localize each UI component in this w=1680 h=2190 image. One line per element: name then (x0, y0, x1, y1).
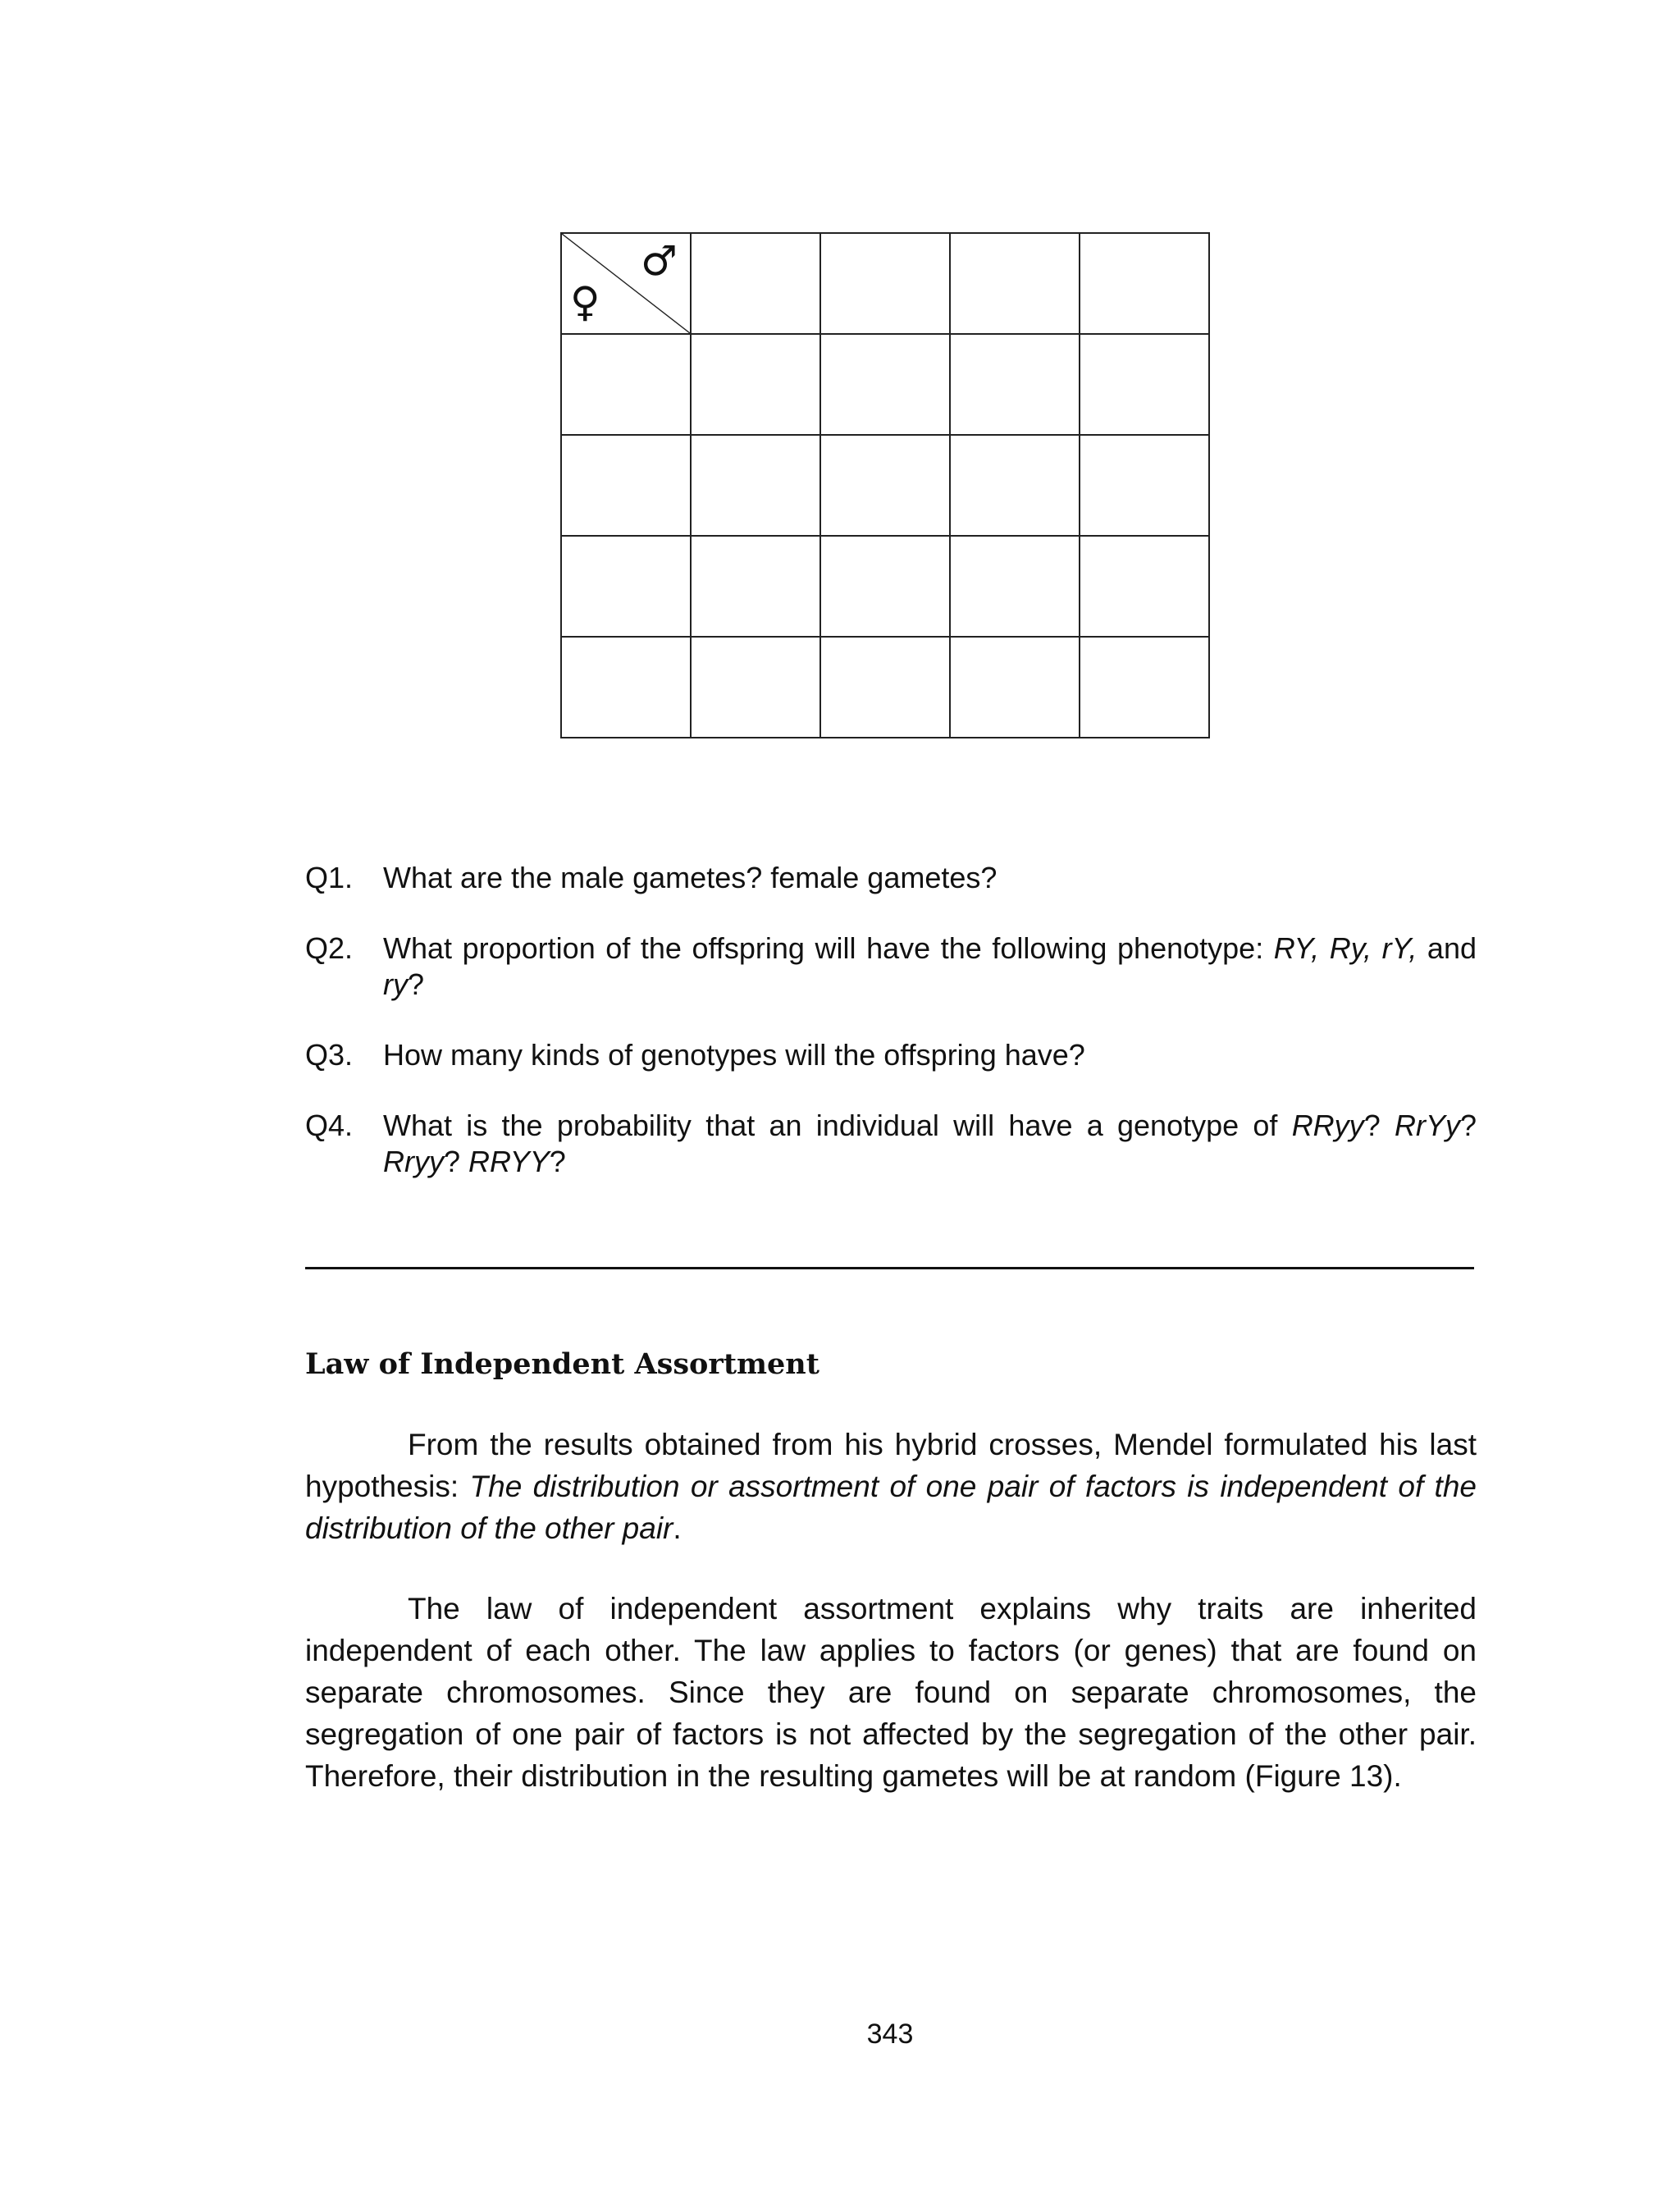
punnett-cell (1080, 233, 1209, 334)
question-text (383, 930, 1477, 1003)
punnett-cell (561, 536, 691, 637)
question-text-part: ? (444, 1145, 469, 1178)
punnett-row (561, 233, 1209, 334)
paragraph-law-text: The law of independent assortment explains why traits are inherited independent of each other. The law applies to factors (or genes) that are found on separate chromosomes. Since they are found on separate chromosomes, the segregation of one pair of factors is not affected by the segregation of the other pair. Therefore, their distribution in the resulting gametes will be at random (Figure 13). (305, 1592, 1477, 1793)
question-text-part: ? (1459, 1109, 1477, 1142)
punnett-cell (820, 334, 950, 435)
question-text-italic: RrYy (1394, 1109, 1460, 1142)
punnett-corner-cell (561, 233, 691, 334)
question-text-part: ? (408, 967, 425, 1001)
punnett-cell (691, 637, 820, 738)
paragraph-hypothesis (305, 1424, 1477, 1549)
question-text-part: ? (549, 1145, 566, 1178)
question-text-italic: Rryy (383, 1145, 444, 1178)
question-text-italic: RY, Ry, rY, (1273, 931, 1418, 965)
horizontal-rule (305, 1267, 1474, 1269)
question-list (305, 860, 1477, 1214)
question-text (383, 1108, 1477, 1180)
punnett-row (561, 536, 1209, 637)
paragraph-hypothesis-end: . (673, 1511, 682, 1545)
punnett-cell (691, 233, 820, 334)
punnett-cell (950, 435, 1080, 536)
question-text-part: What are the male gametes? female gametes? (383, 861, 998, 894)
punnett-cell (691, 334, 820, 435)
question-number: Q4. (305, 1109, 354, 1142)
female-symbol-icon: ♀ (570, 278, 600, 326)
question-text-part: How many kinds of genotypes will the offspring have? (383, 1038, 1085, 1072)
question-text (383, 1037, 1477, 1073)
question-number: Q3. (305, 1038, 354, 1072)
punnett-cell (950, 233, 1080, 334)
punnett-cell (950, 334, 1080, 435)
punnett-cell (820, 536, 950, 637)
punnett-cell (561, 637, 691, 738)
male-symbol-icon: ♂ (641, 237, 678, 285)
punnett-row (561, 637, 1209, 738)
question-text (383, 860, 1477, 896)
punnett-cell (561, 435, 691, 536)
punnett-cell (950, 637, 1080, 738)
punnett-row (561, 435, 1209, 536)
punnett-cell (820, 233, 950, 334)
question-text-italic: ry (383, 967, 408, 1001)
question-text-italic: RRyy (1291, 1109, 1364, 1142)
question-number: Q1. (305, 861, 354, 894)
question-text-part: and (1417, 931, 1477, 965)
question-text-part: ? (1363, 1109, 1395, 1142)
page-number: 343 (866, 2019, 914, 2050)
question-number: Q2. (305, 931, 354, 965)
question-text-part: What is the probability that an individual will have a genotype of (383, 1109, 1292, 1142)
punnett-cell (1080, 536, 1209, 637)
punnett-cell (1080, 334, 1209, 435)
question-text-part: What proportion of the offspring will have the following phenotype: (383, 931, 1274, 965)
punnett-cell (950, 536, 1080, 637)
paragraph-law-explanation (305, 1588, 1477, 1797)
punnett-cell (1080, 435, 1209, 536)
question-item (305, 930, 1477, 1003)
question-item (305, 860, 1477, 896)
punnett-cell (561, 334, 691, 435)
punnett-cell (691, 435, 820, 536)
punnett-cell (691, 536, 820, 637)
question-item (305, 1108, 1477, 1180)
paragraph-hypothesis-italic: The distribution or assortment of one pair of factors is independent of the distribution of the other pair (305, 1470, 1477, 1545)
section-heading: Law of Independent Assortment (305, 1347, 819, 1381)
punnett-cell (820, 435, 950, 536)
question-item (305, 1037, 1477, 1073)
punnett-row (561, 334, 1209, 435)
punnett-cell (1080, 637, 1209, 738)
punnett-cell (820, 637, 950, 738)
question-text-italic: RRYY (468, 1145, 550, 1178)
paragraph-hypothesis-intro: From the results obtained from his hybrid crosses, Mendel formulated his last hypothesis: (305, 1428, 1477, 1503)
punnett-square (560, 232, 1210, 738)
